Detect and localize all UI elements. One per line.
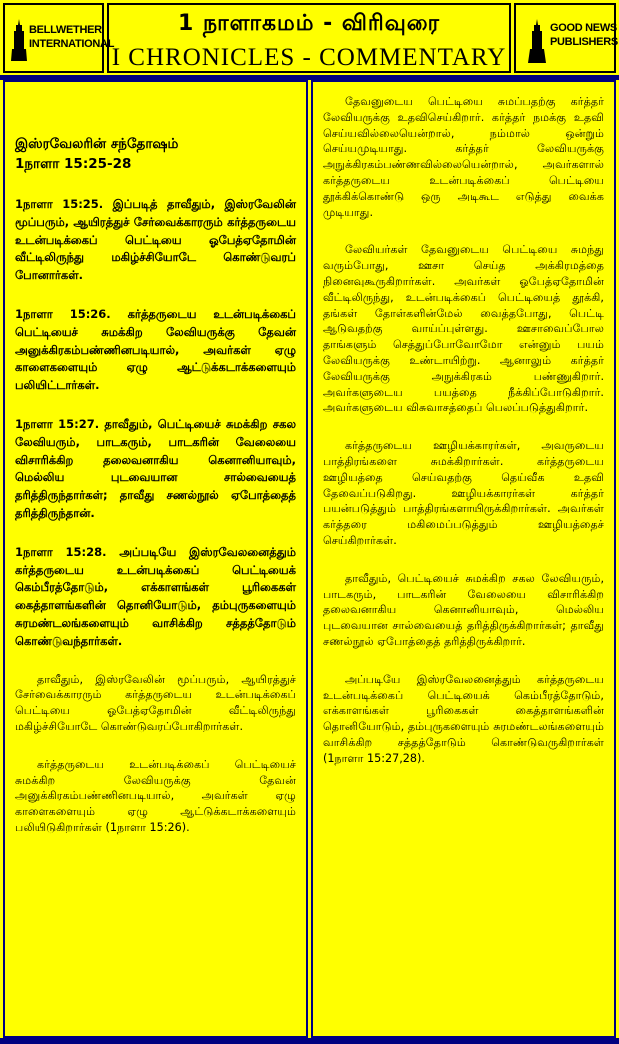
verse-text: 1நாளா 15:26. கர்த்தருடைய உடன்படிக்கைப் பெட்டியைச் சுமக்கிற லேவியருக்கு தேவன் அனுக்கிரகம்பண்ணினபடியால், அவர்கள் ஏழு காளைகளையும் ஏழு ஆட்டுக்கடாக்களையும் பலியிட்டார்கள். — [15, 306, 296, 393]
right-column — [311, 80, 616, 1038]
commentary-paragraph: தேவனுடைய பெட்டியை சுமப்பதற்கு கர்த்தர் லேவியருக்கு உதவிசெய்கிறார். கர்த்தர் நமக்கு உதவி செய்யவில்லையென்றால், நம்மால் ஒன்றும் செய்யமுடியாது. கர்த்தர் லேவியருக்கு அநுக்கிரகம்பண்ணவில்லையென்றால், அவர்களால் கர்த்தருடைய உடன்படிக்கைப் பெட்டியை தூக்கிக்கொண்டு ஒரு அடிகூட எடுத்து வைக்க முடியாது. — [323, 95, 604, 219]
section-heading — [15, 134, 296, 174]
page-header — [3, 3, 616, 75]
title-box — [107, 3, 511, 73]
footer-divider — [0, 1038, 619, 1044]
bellwether-logo-text — [29, 23, 114, 51]
commentary-paragraph: தாவீதும், இஸ்ரவேலின் மூப்பரும், ஆயிரத்துச் சேர்வைக்காரரும் கர்த்தருடைய உடன்படிக்கைப் பெட்டியை ஓபேத்ஏதோமின் வீட்டிலிருந்து மகிழ்ச்சியோடே கொண்டுவரப்போகிறார்கள். — [15, 672, 296, 733]
bellwether-logo — [3, 3, 115, 73]
commentary-paragraph: லேவியர்கள் தேவனுடைய பெட்டியை சுமந்து வரும்போது, ஊசா செய்த அக்கிரமத்தை நினைவுகூருகிறார்கள். அவர்கள் ஓபேத்ஏதோமின் வீட்டிலிருந்து, உடன்படிக்கைப் பெட்டியைத் தூக்கி, தங்கள் தோள்களின்மேல் வைத்தபோது, பெட்டி ஆடுவதற்கு வாய்ப்புள்ளது. ஊசாவைப்போல தாங்களும் செத்துப்போவோமோ என்னும் பயம் லேவியருக்கு உண்டாயிற்று. ஆனாலும் கர்த்தர் லேவியருக்கு அநுக்கிரகம் பண்ணுகிறார். அவர்களுடைய பயத்தை நீக்கிப்போடுகிறார். அவர்களுடைய விசுவாசத்தைப் பெலப்படுத்துகிறார். — [323, 243, 604, 415]
page-title-english: I CHRONICLES - COMMENTARY — [111, 44, 507, 71]
logo-left-line2: INTERNATIONAL — [29, 38, 115, 50]
tower-icon — [11, 19, 27, 61]
commentary-paragraph: அப்படியே இஸ்ரவேலனைத்தும் கர்த்தருடைய உடன்படிக்கைப் பெட்டியைக் கெம்பீரத்தோடும், எக்காளங்கள் பூரிகைகள் கைத்தாளங்களின் தொனியோடும், தம்புருகளையும் சுரமண்டலங்களையும் வாசிக்கிற சத்தத்தோடும் கொண்டுவருகிறார்கள் (1நாளா 15:27,28). — [323, 672, 604, 765]
verse-text: 1நாளா 15:28. அப்படியே இஸ்ரவேலனைத்தும் கர்த்தருடைய உடன்படிக்கைப் பெட்டியைக் கெம்பீரத்தோடும், எக்காளங்கள் பூரிகைகள் கைத்தாளங்களின் தொனியோடும், தம்புருகளையும் சுரமண்டலங்களையும் வாசிக்கிற சத்தத்தோடும் கொண்டுவந்தார்கள். — [15, 544, 296, 648]
commentary-paragraph: தாவீதும், பெட்டியைச் சுமக்கிற சகல லேவியரும், பாடகரும், பாடகரின் வேலையை விசாரிக்கிற தலைவனாகிய கெனானியாவும், மெல்லிய புடவையான சால்வையைத் தரித்திருக்கிறார்கள்; தாவீது சணல்நூல் ஏபோத்தைத் தரித்திருக்கிறார். — [323, 571, 604, 648]
tower-icon — [528, 19, 546, 63]
commentary-paragraph: கர்த்தருடைய ஊழியக்காரர்கள், அவருடைய பாத்திரங்களை சுமக்கிறார்கள். கர்த்தருடைய ஊழியத்தை செய்வதற்கு தெய்வீக உதவி தேவைப்படுகிறது. ஊழியக்காரர்கள் கர்த்தர் பயன்படுத்தும் பாத்திரங்களாயிருக்கிறார்கள். அவர்கள் கர்த்தரை மகிமைப்படுத்தும் ஊழியத்தைச் செய்கிறார்கள். — [323, 439, 604, 547]
commentary-paragraph: கர்த்தருடைய உடன்படிக்கைப் பெட்டியைச் சுமக்கிற லேவியருக்கு தேவன் அனுக்கிரகம்பண்ணினபடியால், அவர்கள் ஏழு காளைகளையும் ஏழு ஆட்டுக்கடாக்களையும் பலியிடுகிறார்கள் (1நாளா 15:26). — [15, 757, 296, 834]
section-title: இஸ்ரவேலரின் சந்தோஷம் — [15, 136, 179, 152]
logo-right-line1: GOOD NEWS — [550, 22, 617, 34]
good-news-logo-text — [550, 21, 618, 49]
section-reference: 1நாளா 15:25-28 — [15, 156, 132, 172]
logo-left-line1: BELLWETHER — [29, 24, 102, 36]
verse-text: 1நாளா 15:27. தாவீதும், பெட்டியைச் சுமக்கிற சகல லேவியரும், பாடகரும், பாடகரின் வேலையை விசாரிக்கிற தலைவனாகிய கெனானியாவும், மெல்லிய புடவையான சால்வையைத் தரித்திருந்தார்கள்; தாவீது சணல்நூல் ஏபோத்தைத் தரித்திருந்தான். — [15, 416, 296, 520]
page-title-tamil: 1 நாளாகமம் - விரிவுரை — [178, 11, 440, 36]
verse-text: 1நாளா 15:25. இப்படித் தாவீதும், இஸ்ரவேலின் மூப்பரும், ஆயிரத்துச் சேர்வைக்காரரும் கர்த்தருடைய உடன்படிக்கைப் பெட்டியை ஓபேத்ஏதோமின் வீட்டிலிருந்து மகிழ்ச்சியோடே கொண்டுவரப் போனார்கள். — [15, 197, 296, 283]
good-news-logo — [514, 3, 616, 73]
left-column — [3, 80, 308, 1038]
logo-right-line2: PUBLISHERS — [550, 36, 618, 48]
